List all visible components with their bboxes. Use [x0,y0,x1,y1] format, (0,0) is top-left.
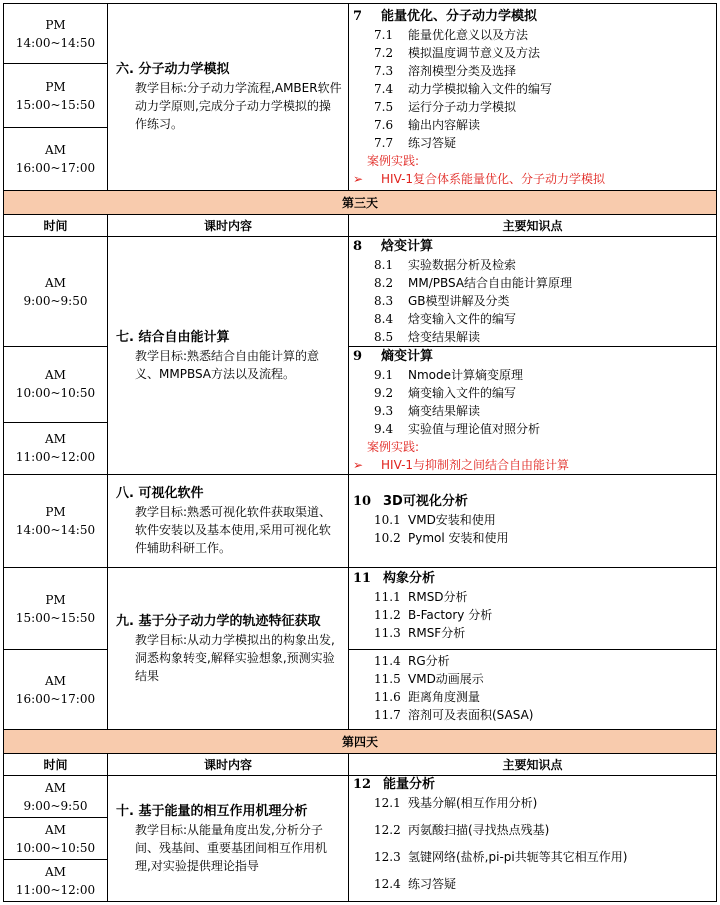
time-label: 11:00~12:00 [15,882,96,897]
knowledge-cell [349,475,717,568]
time-label: 10:00~10:50 [15,386,96,401]
time-label: 11:00~12:00 [15,450,96,465]
arrow-bullet-icon: ➢ [353,172,364,186]
section-heading: 10 3D可视化分析 [353,494,468,509]
time-cell [4,128,108,191]
column-header-knowledge: 主要知识点 [349,754,717,776]
list-item: 11.6 距离角度测量 [374,690,481,704]
case-label: 案例实践: [367,154,420,168]
list-item: 11.2 B-Factory 分析 [374,608,493,622]
list-item: 10.1 VMD安装和使用 [374,513,496,527]
list-item: 10.2 Pymol 安装和使用 [374,531,509,545]
time-label: 14:00~14:50 [15,523,96,537]
list-item: 7.3 溶剂模型分类及选择 [374,64,517,78]
time-label: 16:00~17:00 [15,161,96,175]
period-label: PM [45,79,66,94]
lesson-title: 九. 基于分子动力学的轨迹特征获取 [116,613,321,629]
list-item: 12.4 练习答疑 [374,877,457,891]
lesson-title: 六. 分子动力学模拟 [116,62,230,77]
list-item: 8.4 焓变输入文件的编写 [374,312,517,326]
time-label: 9:00~9:50 [23,293,88,308]
list-item: 7.1 能量优化意义以及方法 [374,28,529,42]
column-header-time: 时间 [4,754,108,776]
section-heading: 11 构象分析 [353,571,436,586]
period-label: AM [45,673,66,688]
period-label: AM [45,864,66,879]
lesson-cell [108,237,349,475]
lesson-goal: 教学目标:从动力学模拟出的构象出发,洞悉构象转变,解释实验想象,预测实验结果 [135,632,335,683]
lesson-goal: 教学目标:从能量角度出发,分析分子间、残基间、重要基团间相互作用机理,对实验提供理论指导 [135,822,328,873]
section-heading: 7 能量优化、分子动力学模拟 [353,9,538,24]
column-header-knowledge: 主要知识点 [349,215,717,237]
list-item: 9.4 实验值与理论值对照分析 [374,422,541,436]
time-label: 9:00~9:50 [23,798,88,813]
column-header-content: 课时内容 [108,754,349,776]
time-cell [4,475,108,568]
column-header-time: 时间 [4,215,108,237]
time-cell [4,422,108,474]
lesson-title: 八. 可视化软件 [116,486,204,501]
period-label: AM [45,432,66,447]
lesson-cell [108,568,349,730]
list-item: 8.1 实验数据分析及检索 [374,258,517,272]
knowledge-cell [349,776,717,902]
lesson-goal: 教学目标:熟悉可视化软件获取渠道、软件安装以及基本使用,采用可视化软件辅助科研工作。 [135,505,332,555]
time-cell [4,650,108,730]
lesson-goal: 教学目标:熟悉结合自由能计算的意义、MMPBSA方法以及流程。 [135,348,320,381]
list-item: 8.3 GB模型讲解及分类 [374,294,510,308]
lesson-title: 十. 基于能量的相互作用机理分析 [116,803,308,819]
period-label: AM [45,822,66,837]
lesson-title: 七. 结合自由能计算 [116,329,230,345]
time-label: 10:00~10:50 [15,840,96,855]
period-label: PM [45,505,66,519]
time-cell [4,818,108,860]
day-banner: 第三天 [4,191,717,215]
lesson-goal: 教学目标:分子动力学流程,AMBER软件动力学原则,完成分子动力学模拟的操作练习。 [135,81,342,131]
knowledge-cell [349,568,717,650]
time-label: 15:00~15:50 [15,610,96,625]
case-label: 案例实践: [367,440,420,454]
period-label: PM [45,17,66,32]
period-label: AM [45,143,66,157]
list-item: 11.7 溶剂可及表面积(SASA) [374,708,534,722]
time-cell [4,4,108,64]
time-label: 15:00~15:50 [15,97,96,112]
list-item: 7.4 动力学模拟输入文件的编写 [374,82,553,96]
time-cell [4,860,108,902]
list-item: 9.2 熵变输入文件的编写 [374,386,517,400]
list-item: 11.4 RG分析 [374,654,450,668]
list-item: 7.6 输出内容解读 [374,118,481,132]
list-item: 7.5 运行分子动力学模拟 [374,100,517,114]
knowledge-cell [349,650,717,730]
knowledge-cell [349,347,717,475]
list-item: 7.2 模拟温度调节意义及方法 [374,46,541,60]
list-item: 9.1 Nmode计算熵变原理 [374,368,524,382]
list-item: 8.2 MM/PBSA结合自由能计算原理 [374,276,573,290]
knowledge-cell [349,237,717,347]
time-cell [4,776,108,818]
period-label: AM [45,368,66,383]
lesson-cell [108,475,349,568]
list-item: 11.1 RMSD分析 [374,590,468,604]
list-item: 7.7 练习答疑 [374,136,457,150]
list-item: 11.3 RMSF分析 [374,626,466,640]
section-heading: 9 熵变计算 [353,349,434,364]
period-label: AM [45,780,66,795]
list-item: 12.1 残基分解(相互作用分析) [374,796,538,810]
time-cell [4,64,108,128]
time-label: 14:00~14:50 [15,35,96,50]
lesson-cell [108,776,349,902]
case-item: ➢ HIV-1复合体系能量优化、分子动力学模拟 [353,172,606,186]
time-cell [4,237,108,347]
time-cell [4,347,108,423]
arrow-bullet-icon: ➢ [353,458,364,472]
time-cell [4,568,108,650]
lesson-cell [108,4,349,191]
time-label: 16:00~17:00 [15,691,96,706]
period-label: AM [45,275,66,290]
period-label: PM [45,592,66,607]
knowledge-cell [349,4,717,191]
list-item: 12.3 氢键网络(盐桥,pi-pi共轭等其它相互作用) [374,850,628,864]
list-item: 8.5 焓变结果解读 [374,330,481,344]
section-heading: 8 焓变计算 [353,239,434,254]
day-banner: 第四天 [4,730,717,754]
case-item: ➢ HIV-1与抑制剂之间结合自由能计算 [353,458,570,472]
column-header-content: 课时内容 [108,215,349,237]
list-item: 11.5 VMD动画展示 [374,672,484,686]
list-item: 9.3 熵变结果解读 [374,404,481,418]
schedule-table [3,3,717,902]
section-heading: 12 能量分析 [353,777,436,792]
list-item: 12.2 丙氨酸扫描(寻找热点残基) [374,823,550,837]
